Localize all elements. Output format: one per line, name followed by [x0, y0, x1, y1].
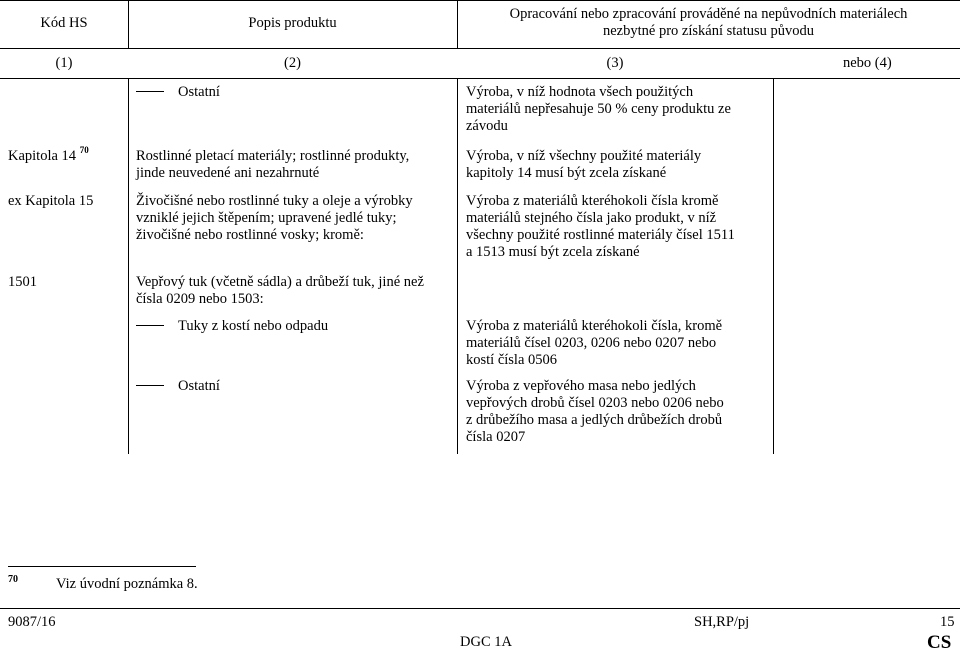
header-number-3: (3): [606, 55, 624, 71]
footer-dgc: DGC 1A: [460, 634, 512, 650]
row-5-rule-line: čísla 0207: [466, 429, 526, 445]
row-5-rule-line: z drůbežího masa a jedlých drůbežích drobů: [466, 412, 723, 428]
row-0-desc-text: Ostatní: [178, 84, 220, 100]
row-3-desc-line: Vepřový tuk (včetně sádla) a drůbeží tuk, jiné než: [136, 274, 424, 290]
row-5-description: [136, 378, 454, 395]
footer-top-border: [0, 608, 960, 609]
row-2-rule-line: materiálů stejného čísla jako produkt, v níž: [466, 210, 717, 226]
row-4-rule: [466, 318, 771, 369]
row-4-rule-line: materiálů čísel 0203, 0206 nebo 0207 nebo: [466, 335, 717, 351]
footnote-ref: 70: [79, 145, 89, 156]
footnote-number: 70: [8, 574, 18, 585]
row-2-hs-code: ex Kapitola 15: [8, 193, 94, 209]
row-0-rule-line: Výroba, v níž hodnota všech použitých: [466, 84, 694, 100]
row-2-rule-line: Výroba z materiálů kteréhokoli čísla kromě: [466, 193, 719, 209]
row-0-rule-line: materiálů nepřesahuje 50 % ceny produktu ze: [466, 101, 731, 117]
row-4-description: [136, 318, 454, 335]
body-divider-3: [773, 78, 774, 454]
row-2-rule-line: všechny použité rostlinné materiály čísel 1511: [466, 227, 735, 243]
row-2-desc-line: živočišné nebo rostlinné vosky; kromě:: [136, 227, 364, 243]
row-4-desc-text: Tuky z kostí nebo odpadu: [178, 318, 329, 334]
footer-initials: SH,RP/pj: [694, 614, 750, 630]
numbers-bottom-border: [0, 78, 960, 79]
header-product-description: Popis produktu: [248, 15, 337, 31]
header-processing-line1: Opracování nebo zpracování prováděné na nepůvodních materiálech: [509, 6, 908, 22]
row-1-rule-line: Výroba, v níž všechny použité materiály: [466, 148, 702, 164]
row-0-description: [136, 84, 454, 101]
row-3-hs-code: 1501: [8, 274, 37, 290]
dash-mark: [136, 385, 164, 386]
row-2-desc-line: vzniklé jejich štěpením; upravené jedlé tuky;: [136, 210, 397, 226]
footer-language-code: CS: [927, 632, 952, 653]
dash-mark: [136, 325, 164, 326]
row-0-rule: [466, 84, 771, 135]
footer-doc-number: 9087/16: [8, 614, 56, 630]
header-hs-code: Kód HS: [40, 15, 88, 31]
header-number-1: (1): [55, 55, 73, 71]
header-processing-line2: nezbytné pro získání statusu původu: [602, 23, 814, 39]
row-2-rule-line: a 1513 musí být zcela získané: [466, 244, 640, 260]
footnote-separator: [8, 566, 196, 567]
row-4-rule-line: kostí čísla 0506: [466, 352, 558, 368]
row-5-desc-text: Ostatní: [178, 378, 220, 394]
row-5-rule-line: vepřových drobů čísel 0203 nebo 0206 nebo: [466, 395, 724, 411]
row-1-description: [136, 148, 454, 182]
dash-mark: [136, 91, 164, 92]
table-top-border: [0, 0, 960, 1]
row-5-rule: [466, 378, 771, 446]
header-bottom-border: [0, 48, 960, 49]
row-5-rule-line: Výroba z vepřového masa nebo jedlých: [466, 378, 696, 394]
row-2-desc-line: Živočišné nebo rostlinné tuky a oleje a výrobky: [136, 193, 413, 209]
row-1-hs-text: Kapitola 14: [8, 148, 77, 164]
row-1-rule-line: kapitoly 14 musí být zcela získané: [466, 165, 667, 181]
row-4-rule-line: Výroba z materiálů kteréhokoli čísla, kromě: [466, 318, 723, 334]
header-number-4: nebo (4): [843, 55, 892, 71]
row-3-description: [136, 274, 454, 308]
footer-page-number: 15: [940, 614, 955, 630]
row-1-desc-line: jinde neuvedené ani nezahrnuté: [136, 165, 320, 181]
footnote-text: Viz úvodní poznámka 8.: [56, 576, 198, 592]
body-divider-1: [128, 78, 129, 454]
row-1-rule: [466, 148, 771, 182]
header-number-2: (2): [284, 55, 301, 71]
row-3-desc-line: čísla 0209 nebo 1503:: [136, 291, 264, 307]
row-1-desc-line: Rostlinné pletací materiály; rostlinné produkty,: [136, 148, 410, 164]
body-divider-2: [457, 78, 458, 454]
header-processing-title: [457, 6, 960, 40]
row-1-hs-code: [8, 145, 128, 165]
row-0-rule-line: závodu: [466, 118, 508, 134]
row-2-description: [136, 193, 454, 244]
row-2-rule: [466, 193, 771, 261]
